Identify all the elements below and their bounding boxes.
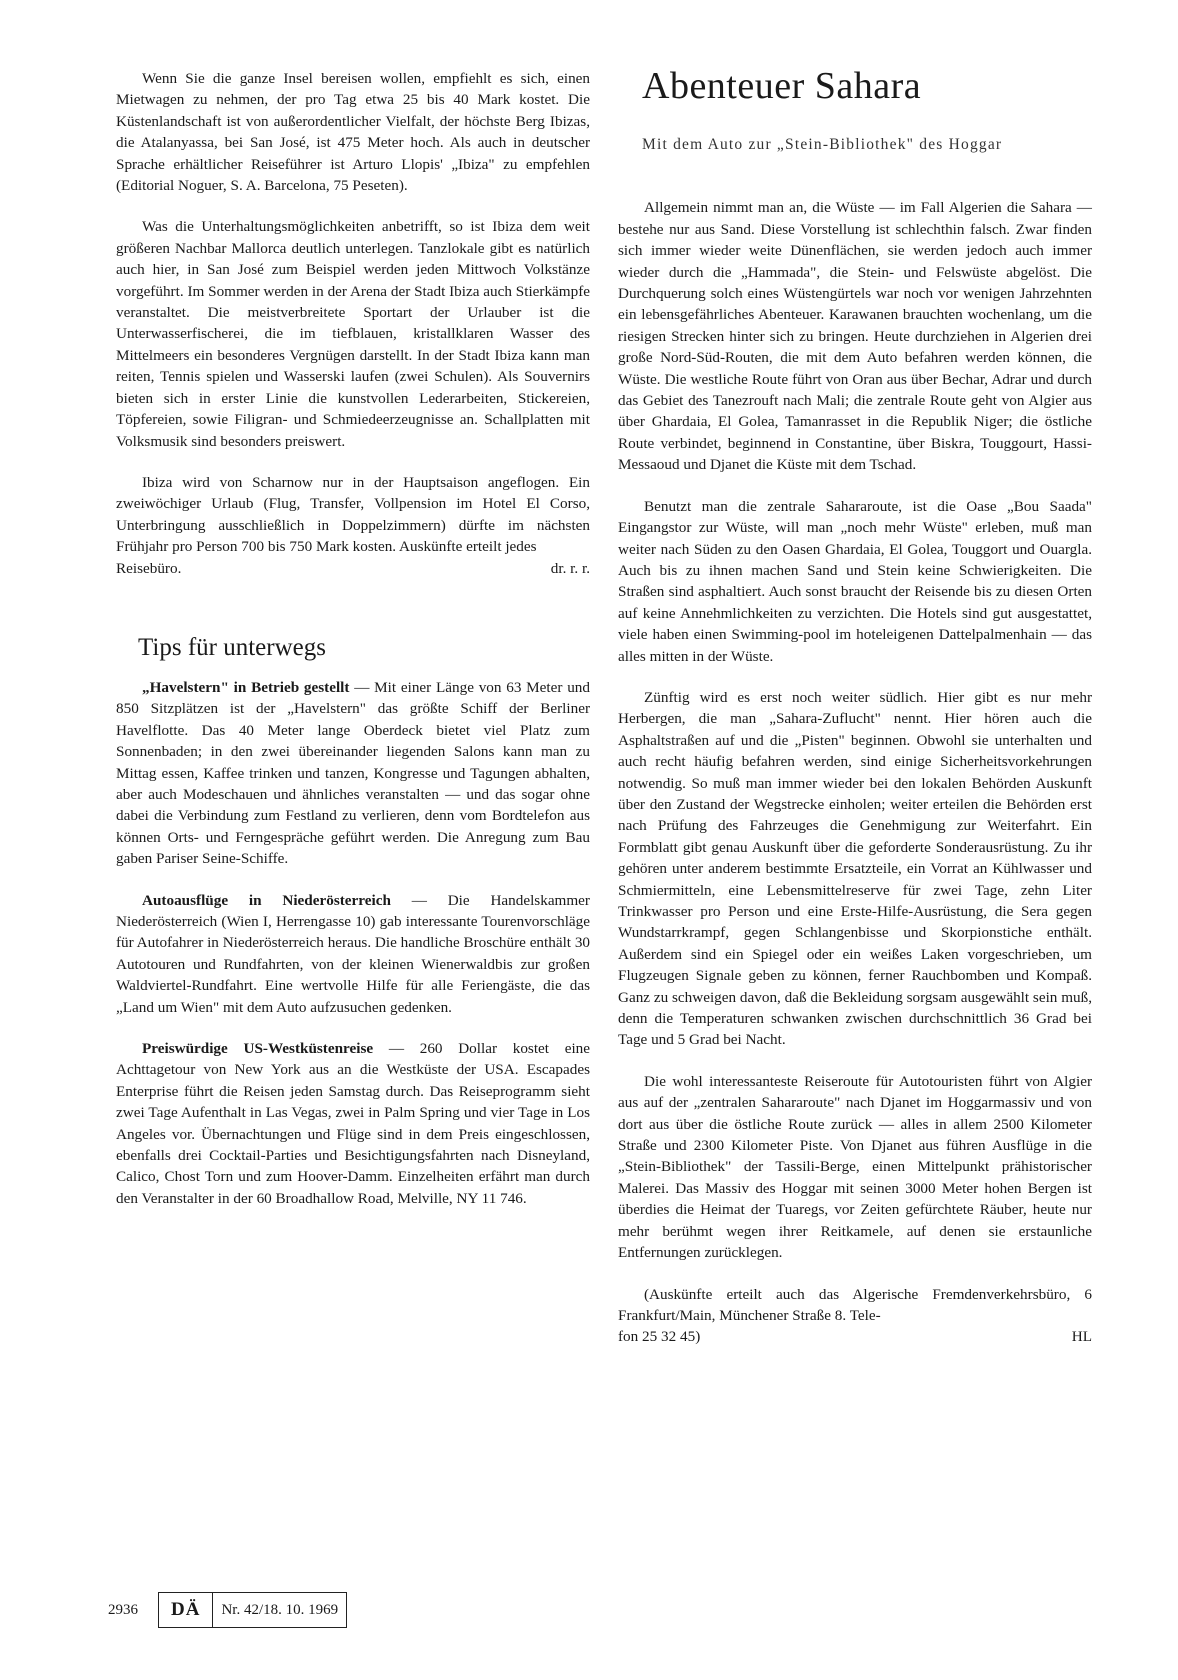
sahara-paragraph-5: (Auskünfte erteilt auch das Algerische Fremdenverkehrsbüro, 6 Frankfurt/Main, Münchener Straße 8. Tele- — [618, 1285, 1092, 1324]
ibiza-author: dr. r. r. — [550, 559, 590, 577]
article-title: Abenteuer Sahara — [642, 65, 922, 107]
ibiza-paragraph-3: Ibiza wird von Scharnow nur in der Hauptsaison angeflogen. Ein zweiwöchiger Urlaub (Flug, Transfer, Vollpension im Hotel El Corso, Unterbringung ausschließlich in Doppelzimmern) dürfte im nächsten Frühjahr pro Person 700 bis 750 Mark kosten. Auskünfte erteilt jedes — [116, 473, 590, 556]
tip-niederoesterreich — [116, 890, 590, 1018]
page-footer — [108, 1592, 347, 1628]
ibiza-paragraph-2: Was die Unterhaltungsmöglichkeiten anbetrifft, so ist Ibiza dem weit größeren Nachbar Mallorca deutlich unterlegen. Tanzlokale gibt es natürlich auch hier, in San José zum Beispiel werden jeden Mittwoch Volkstänze vorgeführt. Im Sommer werden in der Arena der Stadt Ibiza auch Stierkämpfe veranstaltet. Die meistverbreitete Sportart der Urlauber ist die Unterwasserfischerei, die im tiefblauen, kristallklaren Wasser des Mittelmeers ein besonderes Vergnügen darstellt. In der Stadt Ibiza kann man reiten, Tennis spielen und Wasserski laufen (zwei Schulen). Als Souvernirs bieten sich in erster Linie die kunstvollen Lederarbeiten, Stickereien, Töpfereien, sowie Filigran- und Schmiedeerzeugnisse an. Schallplatten mit Volksmusik sind besonders preiswert. — [116, 218, 590, 450]
ibiza-paragraph-3-end: Reisebüro. — [116, 559, 182, 577]
left-column — [116, 68, 590, 1209]
tip-us-westkueste-text: — 260 Dollar kostet eine Achttagetour von New York aus an die Westküste der USA. Escapades Enterprise führt die Reisen jeden Samstag durch. Das Reiseprogramm sieht zwei Tage Aufenthalt in Las Vegas, zwei in Palm Spring und vier Tage in Los Angeles vor. Übernachtungen und Flüge sind in dem Preis eingeschlossen, ebenfalls drei Cocktail-Parties und Besichtigungsfahrten nach Disneyland, Calico, Chost Torn und zum Hoover-Damm. Einzelheiten erfährt man durch den Veranstalter in der 60 Broadhallow Road, Melville, NY 11 746. — [116, 1040, 590, 1207]
sahara-paragraph-4: Die wohl interessanteste Reiseroute für Autotouristen führt von Algier aus auf der „zentralen Sahararoute" nach Djanet im Hoggarmassiv und von dort aus über die östliche Route zurück — alles in allem 2500 Kilometer Straße und 2300 Kilometer Piste. Von Djanet aus führen Ausflüge in die „Stein-Bibliothek" der Tassili-Berge, einen Mittelpunkt prähistorischer Malerei. Das Massiv des Hoggar mit seinen 3000 Meter hohen Bergen ist überdies die Heimat der Tuaregs, vor Zeiten gefürchtete Räuber, heute nur mehr berühmt wegen ihrer Reitkamele, auf denen sie erstaunliche Entfernungen zurücklegen. — [618, 1072, 1092, 1262]
tip-havelstern-lead: „Havelstern" in Betrieb gestellt — [142, 678, 350, 696]
article-subtitle: Mit dem Auto zur „Stein-Bibliothek" des Hoggar — [642, 136, 1003, 153]
ibiza-signature-line — [116, 558, 590, 579]
tip-havelstern — [116, 677, 590, 870]
journal-box — [158, 1592, 347, 1628]
sahara-paragraph-3: Zünftig wird es erst noch weiter südlich. Hier gibt es nur mehr Herbergen, die man „Sahara-Zuflucht" nennt. Hier hören auch die Asphaltstraßen auf und die „Pisten" beginnen. Obwohl sie unterhalten und auch recht häufig befahren werden, sind einige Sicherheitsvorkehrungen notwendig. So muß man immer wieder bei den lokalen Behörden Auskunft über den Zustand der Wegstrecke einholen; weiter erteilen die Behörden erst nach Prüfung des Fahrzeuges die Genehmigung zur Weiterfahrt. Ein Formblatt gibt genau Auskunft über die geforderte Sonderausrüstung. Zu ihr gehören unter anderem bestimmte Ersatzteile, ein Vorrat an Kühlwasser und Schmiermitteln, eine Lebensmittelreserve für zwei Tage, zehn Liter Trinkwasser pro Person und eine Erste-Hilfe-Ausrüstung, die Sera gegen Wundstarrkrampf, gegen Schlangenbisse und Skorpionstiche enthält. Außerdem sind ein Spiegel oder ein weißes Laken vorgeschrieben, um Flugzeugen Signale geben zu können, ferner Rauchbomben und Kompaß. Ganz zu schweigen davon, daß die Bekleidung sorgsam ausgewählt sein muß, denn die Temperaturen schwanken zwischen durchschnittlich 36 Grad bei Tage und 5 Grad bei Nacht. — [618, 688, 1092, 1049]
issue-info: Nr. 42/18. 10. 1969 — [221, 1601, 339, 1618]
journal-logo: DÄ — [159, 1593, 213, 1627]
sahara-paragraph-1: Allgemein nimmt man an, die Wüste — im Fall Algerien die Sahara — bestehe nur aus Sand. Diese Vorstellung ist schlechthin falsch. Zwar finden sich immer wieder weite Dünenflächen, sie werden jedoch auch immer wieder durch die „Hammada", die Stein- und Felswüste abgelöst. Die Durchquerung solch eines Wüstengürtels war noch vor wenigen Jahrzehnten ein lebensgefährliches Abenteuer. Karawanen brauchten wochenlang, um die riesigen Strecken hinter sich zu bringen. Heute durchziehen in Algerien drei große Nord-Süd-Routen, die mit dem Auto befahren werden können, die Wüste. Die westliche Route führt von Oran aus über Bechar, Adrar und durch das Gebiet des Tanezrouft nach Mali; die zentrale Route geht von Algier aus über Ghardaia, El Golea, Tamanrasset in die Republik Niger; die östliche Route verbindet, beginnend in Constantine, über Biskra, Touggourt, Hassi-Messaoud und Djanet die Küste mit dem Tschad. — [618, 199, 1092, 474]
sahara-author: HL — [1071, 1328, 1092, 1346]
sahara-paragraph-2: Benutzt man die zentrale Sahararoute, ist die Oase „Bou Saada" Eingangstor zur Wüste, will man „noch mehr Wüste" erleben, muß man weiter nach Süden zu den Oasen Ghardaia, El Golea, Touggort und Ouargla. Auch bis zu ihnen machen Sand und Stein keine Schwierigkeiten. Die Straßen sind asphaltiert. Auch sonst braucht der Reisende bis zu diesen Orten auf keine Annehmlichkeiten zu verzichten. Die Hotels sind gut ausgestattet, viele haben einen Swimming-pool im hoteleigenen Dattelpalmenhain — das alles mitten in der Wüste. — [618, 497, 1092, 665]
page-number: 2936 — [108, 1601, 138, 1618]
tip-niederoesterreich-text: — Die Handelskammer Niederösterreich (Wien I, Herrengasse 10) gab interessante Tourenvorschläge für Autofahrer in Niederösterreich heraus. Die handliche Broschüre enthält 30 Autotouren und Rundfahrten, von der kleinen Wienerwaldbis zur großen Waldviertel-Rundfahrt. Eine wertvolle Hilfe für alle Feriengäste, die das „Land um Wien" mit dem Auto aufzusuchen gedenken. — [116, 891, 591, 1016]
tip-niederoesterreich-lead: Autoausflüge in Niederösterreich — [142, 891, 391, 909]
sahara-signature-line — [618, 1326, 1092, 1347]
right-column — [618, 65, 1092, 1348]
tip-havelstern-text: — Mit einer Länge von 63 Meter und 850 Sitzplätzen ist der „Havelstern" das größte Schiff der Berliner Havelflotte. Das 40 Meter lange Oberdeck bietet viel Platz zum Sonnenbaden; in den zwei übereinander liegenden Salons kann man zu Mittag essen, Kaffee trinken und tanzen, Kongresse und Tagungen abhalten, aber auch Modeschauen und ähnliches veranstalten — und das sogar ohne dabei die Verbindung zum Festland zu verlieren, denn vom Bordtelefon aus können Orts- und Ferngespräche geführt werden. Die Anregung zum Bau gaben Pariser Seine-Schiffe. — [116, 678, 590, 868]
tip-us-westkueste — [116, 1038, 590, 1209]
ibiza-paragraph-1: Wenn Sie die ganze Insel bereisen wollen, empfiehlt es sich, einen Mietwagen zu nehmen, der pro Tag etwa 25 bis 40 Mark kostet. Die Küstenlandschaft ist von außerordentlicher Vielfalt, der höchste Berg Ibizas, die Atalanyassa, bei San José, ist 475 Meter hoch. Als auch in deutscher Sprache erhältlicher Reiseführer ist Arturo Llopis' „Ibiza" zu empfehlen (Editorial Noguer, S. A. Barcelona, 75 Peseten). — [116, 70, 590, 195]
tips-section-title: Tips für unterwegs — [138, 633, 326, 661]
tip-us-westkueste-lead: Preiswürdige US-Westküstenreise — [142, 1040, 374, 1058]
sahara-paragraph-5-end: fon 25 32 45) — [618, 1328, 701, 1346]
